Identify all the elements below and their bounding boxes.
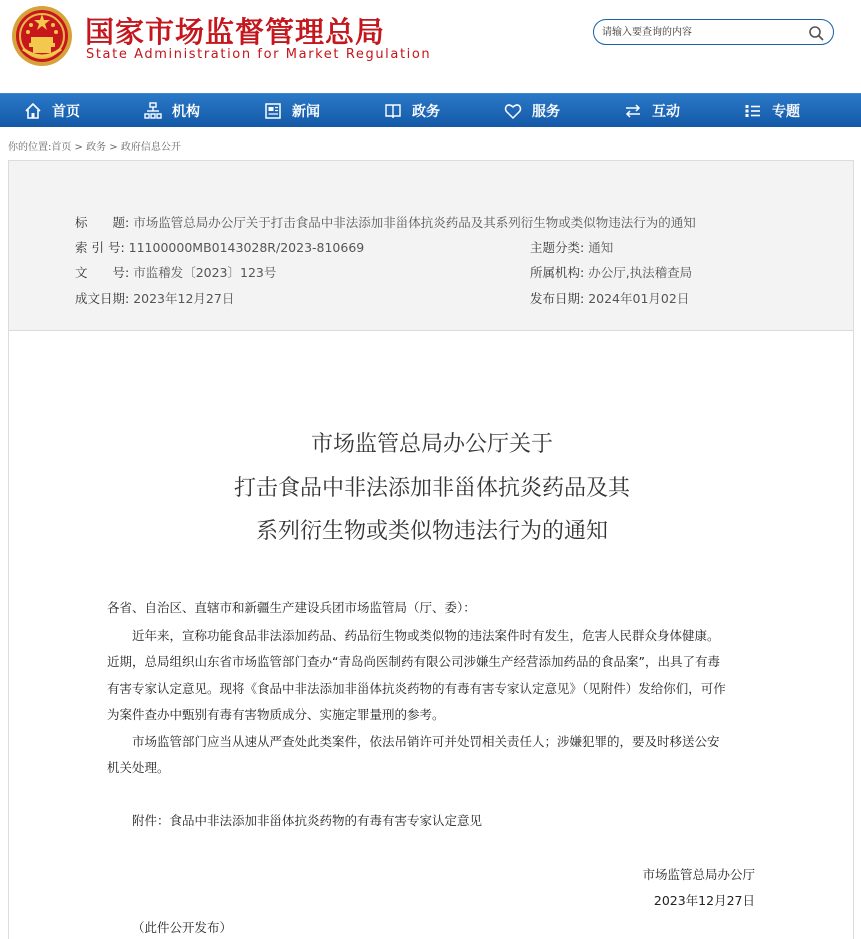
nav-item-news[interactable] [264, 94, 320, 128]
paragraph-2-line: 机关处理。 [107, 760, 170, 775]
meta-pub-row [530, 289, 689, 307]
site-header [0, 0, 861, 93]
heart-icon [504, 102, 522, 120]
meta-pub-value: 2024年01月02日 [588, 291, 690, 306]
meta-date-label: 成文日期: [75, 291, 130, 306]
nav-item-topics[interactable] [744, 94, 800, 128]
meta-title-label: 标 题: [75, 215, 130, 230]
nav-item-org[interactable] [144, 94, 200, 128]
meta-org-row [530, 263, 692, 281]
breadcrumb-prefix: 你的位置: [8, 142, 52, 153]
paragraph-1-line: 近年来，宣称功能食品非法添加药品、药品衍生物或类似物的违法案件时有发生，危害人民群众身体健康。 [132, 628, 720, 643]
content-frame [8, 160, 854, 939]
breadcrumb [8, 138, 181, 153]
search-icon[interactable] [808, 25, 824, 41]
meta-docno-label: 文 号: [75, 265, 130, 280]
exchange-icon [624, 102, 642, 120]
nav-item-interaction[interactable] [624, 94, 680, 128]
news-icon [264, 102, 282, 120]
attachment-link[interactable]: 附件：食品中非法添加非甾体抗炎药物的有毒有害专家认定意见 [132, 813, 483, 828]
home-icon [24, 102, 42, 120]
breadcrumb-separator: > [71, 142, 87, 153]
org-chart-icon [144, 102, 162, 120]
site-title-english[interactable]: State Administration for Market Regulation [86, 47, 432, 62]
national-emblem-icon[interactable] [11, 5, 73, 67]
meta-org-value: 办公厅,执法稽查局 [588, 265, 693, 280]
nav-item-service[interactable] [504, 94, 560, 128]
document-meta-panel [9, 161, 853, 331]
document-title-line-3: 系列衍生物或类似物违法行为的通知 [255, 519, 608, 544]
list-icon [744, 102, 762, 120]
search-box [593, 19, 834, 45]
meta-topic-row [530, 238, 613, 256]
meta-topic-value: 通知 [588, 240, 614, 255]
meta-pub-label: 发布日期: [530, 291, 585, 306]
nav-label: 新闻 [292, 104, 320, 120]
book-icon [384, 102, 402, 120]
meta-org-label: 所属机构: [530, 265, 585, 280]
meta-title-row [75, 213, 696, 231]
document-salutation: 各省、自治区、直辖市和新疆生产建设兵团市场监管局（厅、委）： [107, 600, 476, 615]
paragraph-1-line: 有害专家认定意见。现将《食品中非法添加非甾体抗炎药物的有毒有害专家认定意见》（见附件）发给你们，可作 [107, 681, 726, 696]
publication-note: （此件公开发布） [132, 920, 233, 935]
meta-topic-label: 主题分类: [530, 240, 585, 255]
nav-label: 专题 [772, 104, 800, 120]
meta-index-value: 11100000MB0143028R/2023-810669 [128, 240, 365, 255]
nav-label: 机构 [172, 104, 200, 120]
breadcrumb-home[interactable]: 首页 [51, 142, 72, 153]
meta-date-row [75, 289, 234, 307]
meta-index-label: 索 引 号: [75, 240, 125, 255]
site-title-chinese[interactable]: 国家市场监督管理总局 [85, 15, 386, 49]
breadcrumb-separator: > [106, 142, 121, 153]
document-sign-date: 2023年12月27日 [653, 893, 755, 908]
meta-index-row [75, 238, 364, 256]
breadcrumb-info-disclosure[interactable]: 政府信息公开 [120, 142, 181, 153]
document-signer: 市场监管总局办公厅 [642, 867, 755, 882]
nav-label: 政务 [412, 104, 440, 120]
nav-item-home[interactable] [24, 94, 80, 128]
meta-docno-value: 市监稽发〔2023〕123号 [133, 265, 277, 280]
nav-label: 首页 [52, 104, 80, 120]
nav-label: 互动 [652, 104, 680, 120]
paragraph-1-line: 为案件查办中甄别有毒有害物质成分、实施定罪量刑的参考。 [107, 707, 445, 722]
paragraph-1-line: 近期，总局组织山东省市场监管部门查办“青岛尚医制药有限公司涉嫌生产经营添加药品的食品案”，出具了有毒 [107, 654, 720, 669]
meta-title-value: 市场监管总局办公厅关于打击食品中非法添加非甾体抗炎药品及其系列衍生物或类似物违法行为的通知 [133, 215, 696, 230]
document-title-line-1: 市场监管总局办公厅关于 [310, 432, 553, 457]
nav-item-government[interactable] [384, 94, 440, 128]
main-nav [0, 93, 861, 127]
search-input[interactable] [602, 23, 802, 41]
document-title-line-2: 打击食品中非法添加非甾体抗炎药品及其 [233, 476, 630, 501]
meta-date-value: 2023年12月27日 [133, 291, 235, 306]
paragraph-2-line: 市场监管部门应当从速从严查处此类案件，依法吊销许可并处罚相关责任人；涉嫌犯罪的，要及时移送公安 [132, 734, 720, 749]
nav-label: 服务 [532, 104, 560, 120]
breadcrumb-government[interactable]: 政务 [86, 142, 107, 153]
meta-docno-row [75, 263, 276, 281]
